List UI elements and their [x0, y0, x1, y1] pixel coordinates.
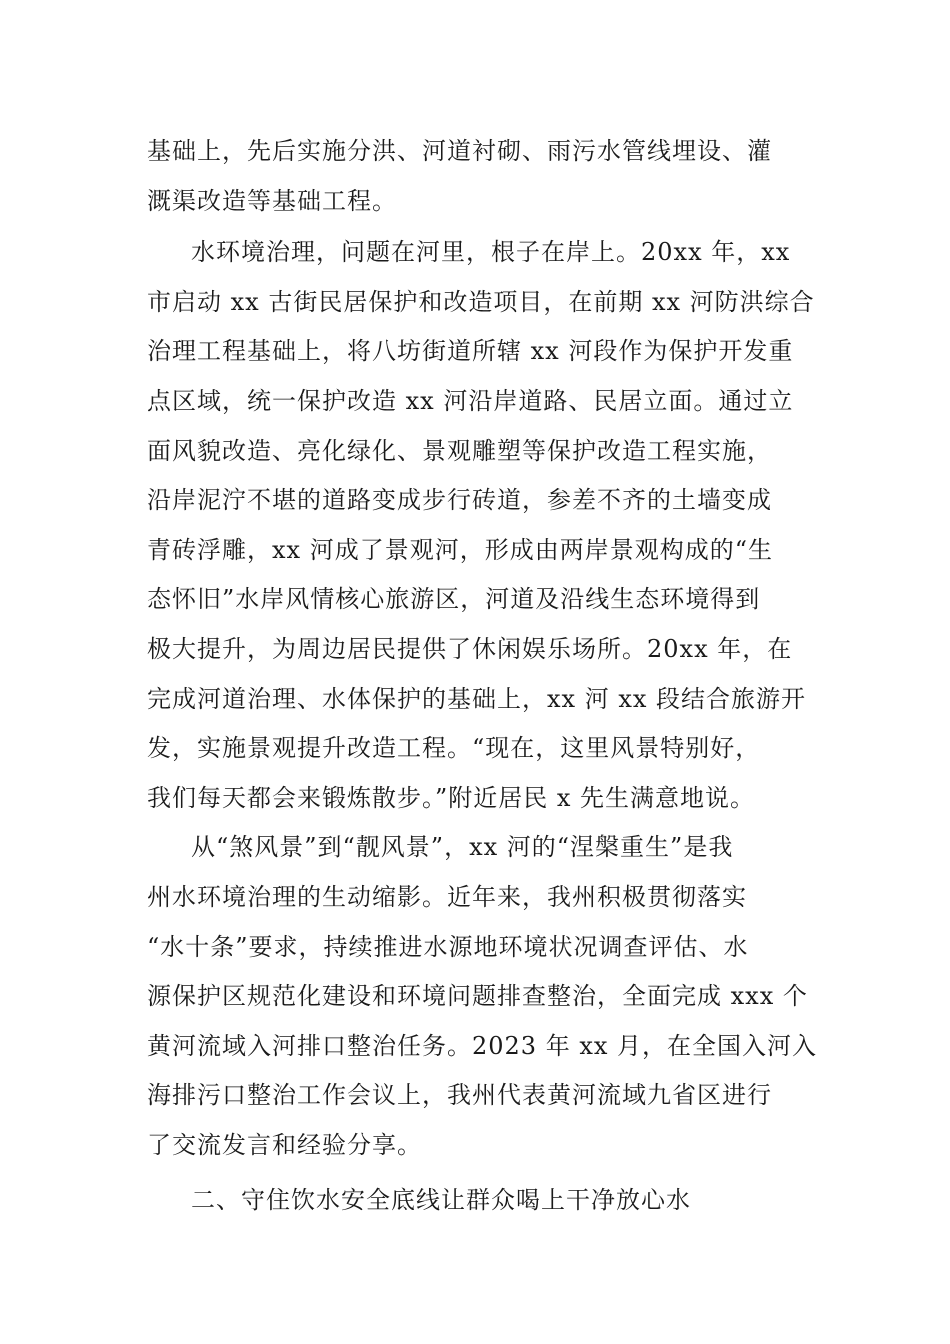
- text-line: 州水环境治理的生动缩影。近年来，我州积极贯彻落实: [147, 882, 747, 911]
- text-line: 水环境治理，问题在河里，根子在岸上。20xx 年，xx: [191, 238, 791, 267]
- text-line: 黄河流域入河排口整治任务。2023 年 xx 月，在全国入河入: [147, 1031, 818, 1060]
- text-line: 基础上，先后实施分洪、河道衬砌、雨污水管线埋设、灌: [147, 137, 772, 165]
- text-line: 沿岸泥泞不堪的道路变成步行砖道，参差不齐的土墙变成: [147, 486, 772, 515]
- text-line: 治理工程基础上，将八坊街道所辖 xx 河段作为保护开发重: [147, 337, 794, 366]
- text-line: 发，实施景观提升改造工程。“现在，这里风景特别好，: [147, 734, 761, 763]
- document-body: [147, 127, 818, 1226]
- text-line: “水十条”要求，持续推进水源地环境状况调查评估、水: [147, 932, 749, 961]
- text-line: 完成河道治理、水体保护的基础上，xx 河 xx 段结合旅游开: [147, 684, 807, 713]
- text-line: 了交流发言和经验分享。: [147, 1130, 422, 1159]
- text-line: 我们每天都会来锻炼散步。”附近居民 x 先生满意地说。: [147, 783, 756, 812]
- paragraph-scenery: [147, 823, 818, 1170]
- text-line: 市启动 xx 古街民居保护和改造项目，在前期 xx 河防洪综合: [147, 287, 815, 316]
- paragraph-water-environment: [147, 228, 815, 823]
- text-line: 极大提升，为周边居民提供了休闲娱乐场所。20xx 年，在: [147, 634, 793, 663]
- text-line: 态怀旧”水岸风情核心旅游区，河道及沿线生态环境得到: [147, 585, 761, 614]
- text-line: 点区域，统一保护改造 xx 河沿岸道路、民居立面。通过立: [147, 386, 794, 415]
- paragraph-continued: [147, 127, 807, 226]
- section-heading: [147, 1176, 807, 1226]
- heading-text: 二、守住饮水安全底线让群众喝上干净放心水: [191, 1186, 691, 1215]
- text-line: 源保护区规范化建设和环境问题排查整治，全面完成 xxx 个: [147, 982, 808, 1011]
- text-line: 青砖浮雕，xx 河成了景观河，形成由两岸景观构成的“生: [147, 535, 773, 564]
- text-line: 海排污口整治工作会议上，我州代表黄河流域九省区进行: [147, 1081, 772, 1110]
- text-line: 面风貌改造、亮化绿化、景观雕塑等保护改造工程实施，: [147, 436, 772, 465]
- text-line: 溉渠改造等基础工程。: [147, 186, 397, 215]
- text-line: 从“煞风景”到“靓风景”，xx 河的“涅槃重生”是我: [191, 833, 734, 862]
